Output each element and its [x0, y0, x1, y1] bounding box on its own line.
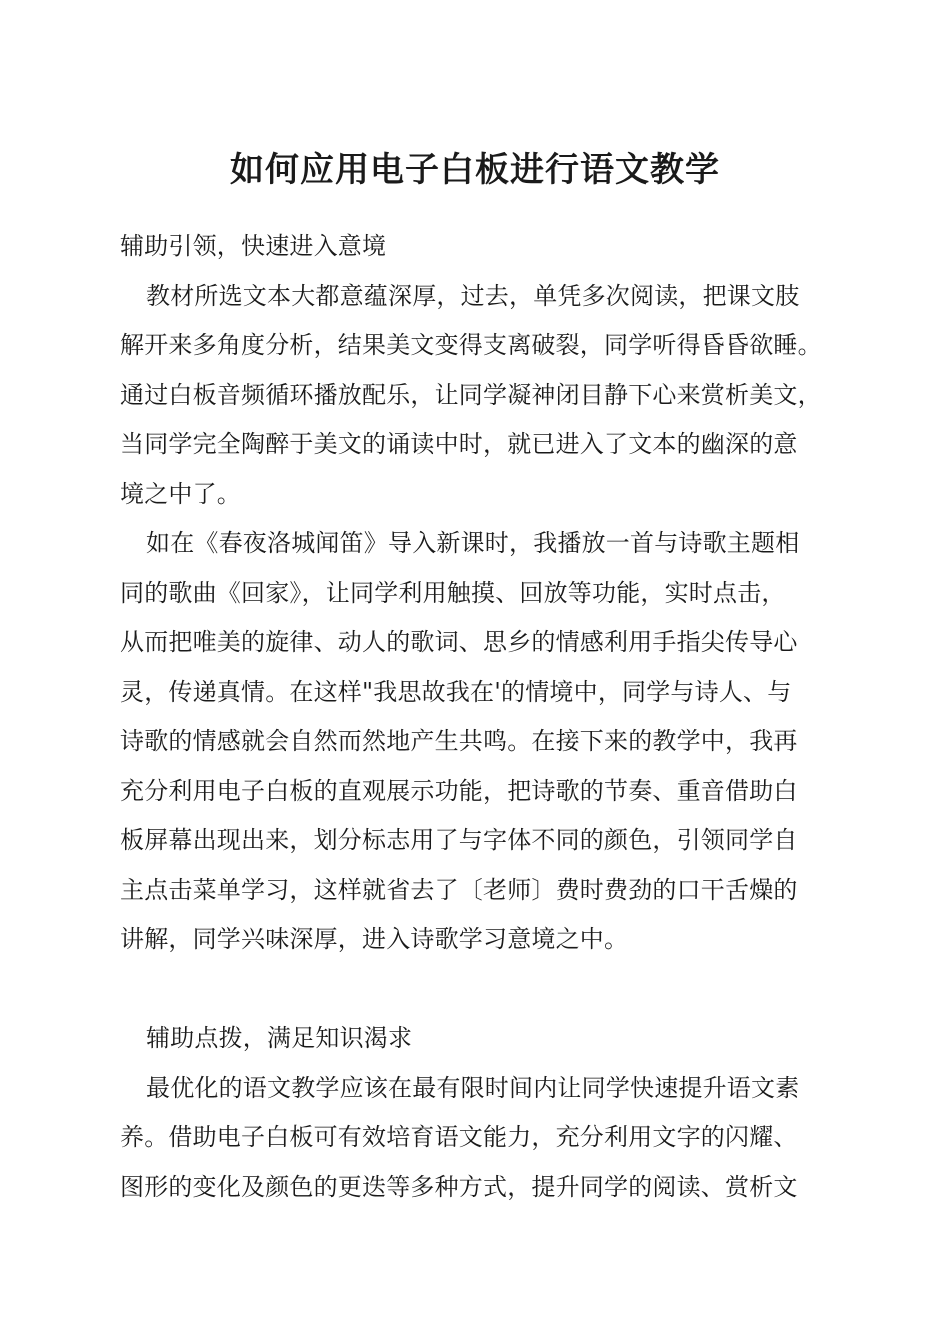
paragraph-line: 最优化的语文教学应该在最有限时间内让同学快速提升语文素 — [146, 1073, 800, 1102]
paragraph-line: 如在《春夜洛城闻笛》导入新课时，我播放一首与诗歌主题相 — [146, 529, 800, 557]
paragraph-line: 解开来多角度分析，结果美文变得支离破裂，同学听得昏昏欲睡。 — [120, 331, 822, 359]
paragraph-line: 当同学完全陶醉于美文的诵读中时，就已进入了文本的幽深的意 — [120, 430, 798, 458]
paragraph-line: 灵，传递真情。在这样"我思故我在'的情境中，同学与诗人、与 — [120, 677, 792, 706]
paragraph-line: 板屏幕出现出来，划分标志用了与字体不同的颜色，引领同学自 — [120, 826, 798, 854]
paragraph-line: 诗歌的情感就会自然而然地产生共鸣。在接下来的教学中，我再 — [120, 727, 798, 755]
paragraph-gap — [120, 965, 835, 1015]
paragraph-line: 养。借助电子白板可有效培育语文能力，充分利用文字的闪耀、 — [120, 1123, 798, 1151]
paragraph-line: 教材所选文本大都意蕴深厚，过去，单凭多次阅读，把课文肢 — [146, 281, 800, 310]
paragraph-line: 从而把唯美的旋律、动人的歌词、思乡的情感利用手指尖传导心 — [120, 628, 798, 656]
paragraph-line: 图形的变化及颜色的更迭等多种方式，提升同学的阅读、赏析文 — [120, 1172, 798, 1201]
paragraph-line: 同的歌曲《回家》，让同学利用触摸、回放等功能，实时点击， — [120, 578, 786, 607]
document-body — [120, 222, 835, 1212]
section-heading-prompting: 辅助点拨，满足知识渴求 — [146, 1024, 413, 1052]
paragraph-line: 讲解，同学兴味深厚，进入诗歌学习意境之中。 — [120, 925, 629, 953]
document-title: 如何应用电子白板进行语文教学 — [230, 150, 720, 190]
section-heading-guidance: 辅助引领，快速进入意境 — [120, 232, 387, 260]
paragraph-line: 主点击菜单学习，这样就省去了〔老师〕费时费劲的口干舌燥的 — [120, 875, 798, 904]
paragraph-line: 境之中了。 — [120, 479, 241, 508]
paragraph-line: 通过白板音频循环播放配乐，让同学凝神闭目静下心来赏析美文， — [120, 380, 822, 409]
paragraph-line: 充分利用电子白板的直观展示功能，把诗歌的节奏、重音借助白 — [120, 776, 798, 805]
